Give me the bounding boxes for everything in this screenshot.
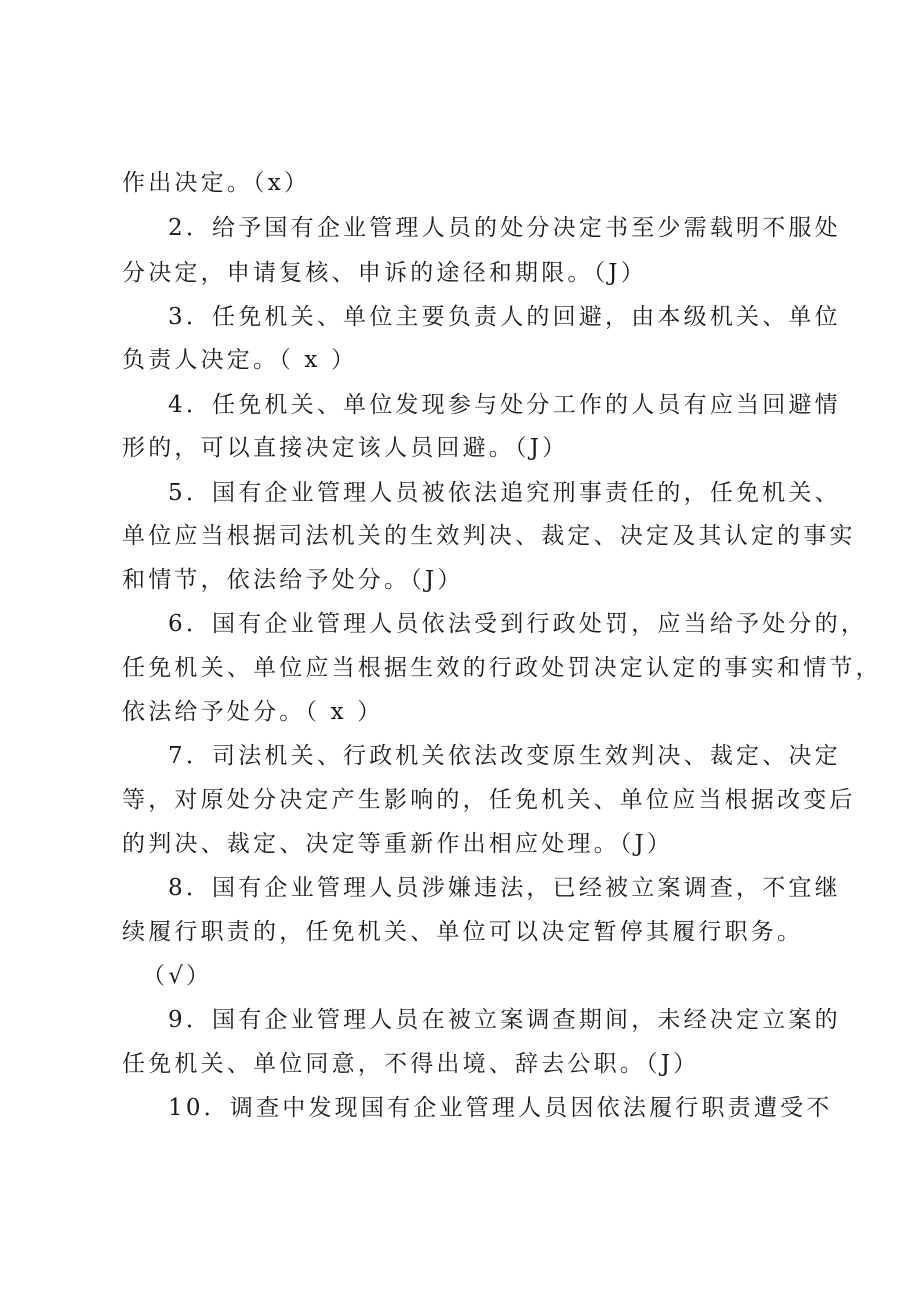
question-10-line-1: 10．调查中发现国有企业管理人员因依法履行职责遭受不 xyxy=(168,1095,833,1121)
text-line: 作出决定。（x） xyxy=(122,170,311,196)
question-5-line-2: 单位应当根据司法机关的生效判决、裁定、决定及其认定的事实 xyxy=(122,523,856,549)
question-7-line-2: 等，对原处分决定产生影响的，任免机关、单位应当根据改变后 xyxy=(122,787,856,813)
question-9-line-2: 任免机关、单位同意，不得出境、辞去公职。（J） xyxy=(122,1051,700,1077)
question-2-line-2: 分决定，申请复核、申诉的途径和期限。（J） xyxy=(122,260,647,286)
question-5-line-1: 5．国有企业管理人员被依法追究刑事责任的，任免机关、 xyxy=(168,480,841,506)
question-7-line-1: 7．司法机关、行政机关依法改变原生效判决、裁定、决定 xyxy=(168,743,841,769)
question-8-line-1: 8．国有企业管理人员涉嫌违法，已经被立案调查，不宜继 xyxy=(168,875,841,901)
question-4-line-2: 形的，可以直接决定该人员回避。（J） xyxy=(122,435,569,461)
question-3-line-2: 负责人决定。（ x ） xyxy=(122,347,358,373)
question-7-line-3: 的判决、裁定、决定等重新作出相应处理。（J） xyxy=(122,831,674,857)
question-3-line-1: 3．任免机关、单位主要负责人的回避，由本级机关、单位 xyxy=(168,304,841,330)
question-8-line-2: 续履行职责的，任免机关、单位可以决定暂停其履行职务。 xyxy=(122,919,804,945)
question-4-line-1: 4．任免机关、单位发现参与处分工作的人员有应当回避情 xyxy=(168,392,841,418)
question-6-line-2: 任免机关、单位应当根据生效的行政处罚决定认定的事实和情节， xyxy=(122,655,882,681)
question-2-line-1: 2．给予国有企业管理人员的处分决定书至少需载明不服处 xyxy=(168,215,841,241)
question-6-line-3: 依法给予处分。（ x ） xyxy=(122,699,384,725)
question-8-answer: （√） xyxy=(142,963,213,989)
question-6-line-1: 6．国有企业管理人员依法受到行政处罚，应当给予处分的， xyxy=(168,611,868,637)
question-9-line-1: 9．国有企业管理人员在被立案调查期间，未经决定立案的 xyxy=(168,1007,841,1033)
question-5-line-3: 和情节，依法给予处分。（J） xyxy=(122,567,464,593)
